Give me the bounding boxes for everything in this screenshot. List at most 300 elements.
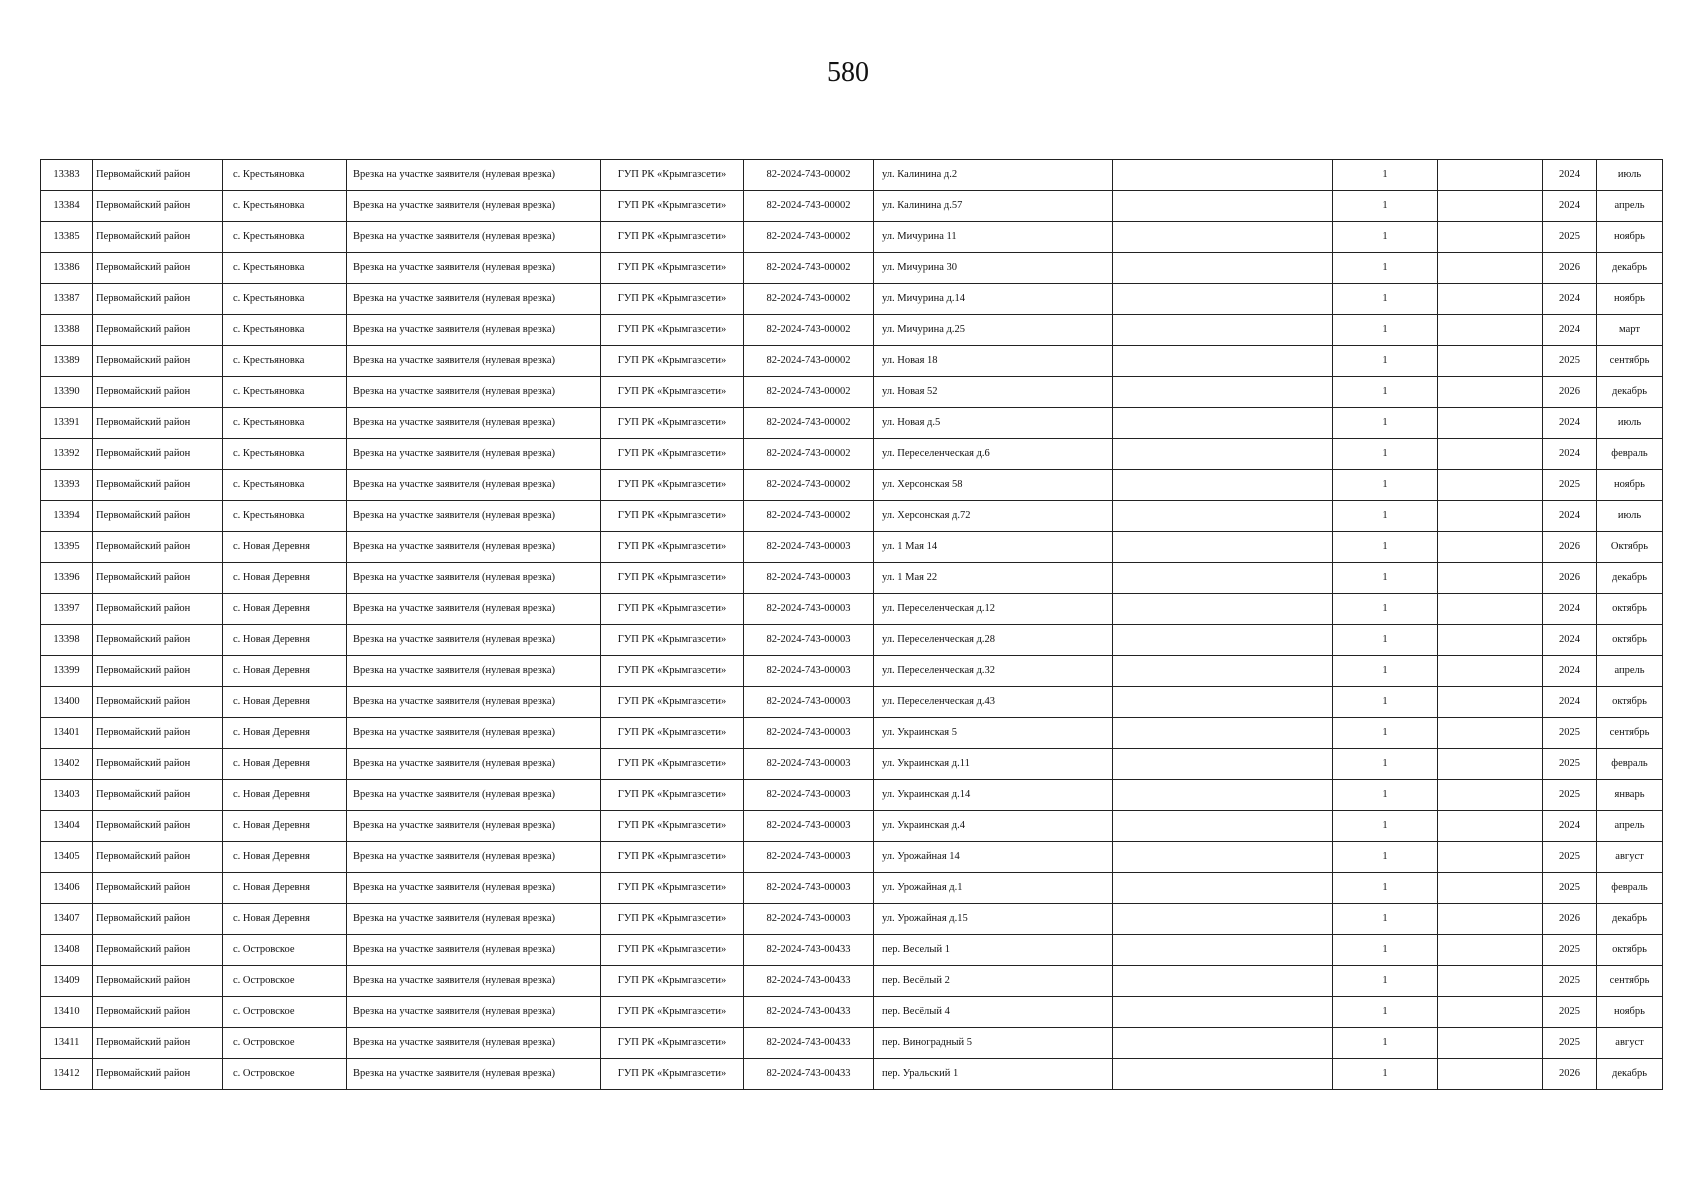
address-cell: ул. Переселенческая д.28 xyxy=(874,625,1113,656)
quantity-cell: 1 xyxy=(1333,315,1438,346)
quantity-cell: 1 xyxy=(1333,160,1438,191)
district-cell: Первомайский район xyxy=(93,811,223,842)
address-cell: ул. Мичурина 30 xyxy=(874,253,1113,284)
district-cell: Первомайский район xyxy=(93,377,223,408)
empty-cell xyxy=(1113,470,1333,501)
month-cell: декабрь xyxy=(1597,563,1663,594)
quantity-cell: 1 xyxy=(1333,501,1438,532)
project-code-cell: 82-2024-743-00002 xyxy=(744,377,874,408)
year-cell: 2026 xyxy=(1543,563,1597,594)
address-cell: ул. 1 Мая 14 xyxy=(874,532,1113,563)
year-cell: 2025 xyxy=(1543,1028,1597,1059)
empty-cell xyxy=(1438,253,1543,284)
month-cell: апрель xyxy=(1597,191,1663,222)
month-cell: ноябрь xyxy=(1597,222,1663,253)
settlement-cell: с. Новая Деревня xyxy=(223,780,347,811)
row-number: 13403 xyxy=(41,780,93,811)
project-code-cell: 82-2024-743-00003 xyxy=(744,718,874,749)
district-cell: Первомайский район xyxy=(93,873,223,904)
row-number: 13397 xyxy=(41,594,93,625)
quantity-cell: 1 xyxy=(1333,687,1438,718)
empty-cell xyxy=(1113,780,1333,811)
table-row xyxy=(41,439,1663,470)
month-cell: сентябрь xyxy=(1597,346,1663,377)
table-row xyxy=(41,1059,1663,1090)
row-number: 13391 xyxy=(41,408,93,439)
empty-cell xyxy=(1113,1059,1333,1090)
work-type-cell: Врезка на участке заявителя (нулевая врезка) xyxy=(347,284,601,315)
project-code-cell: 82-2024-743-00002 xyxy=(744,222,874,253)
address-cell: ул. Урожайная д.1 xyxy=(874,873,1113,904)
organization-cell: ГУП РК «Крымгазсети» xyxy=(601,935,744,966)
district-cell: Первомайский район xyxy=(93,501,223,532)
address-cell: ул. Мичурина д.25 xyxy=(874,315,1113,346)
empty-cell xyxy=(1438,935,1543,966)
empty-cell xyxy=(1438,408,1543,439)
organization-cell: ГУП РК «Крымгазсети» xyxy=(601,160,744,191)
settlement-cell: с. Островское xyxy=(223,1028,347,1059)
gas-connection-table xyxy=(40,159,1663,1090)
empty-cell xyxy=(1113,966,1333,997)
month-cell: октябрь xyxy=(1597,625,1663,656)
quantity-cell: 1 xyxy=(1333,842,1438,873)
month-cell: июль xyxy=(1597,408,1663,439)
project-code-cell: 82-2024-743-00003 xyxy=(744,749,874,780)
district-cell: Первомайский район xyxy=(93,284,223,315)
empty-cell xyxy=(1113,532,1333,563)
table-row xyxy=(41,315,1663,346)
project-code-cell: 82-2024-743-00003 xyxy=(744,811,874,842)
project-code-cell: 82-2024-743-00433 xyxy=(744,966,874,997)
row-number: 13392 xyxy=(41,439,93,470)
district-cell: Первомайский район xyxy=(93,532,223,563)
work-type-cell: Врезка на участке заявителя (нулевая врезка) xyxy=(347,656,601,687)
organization-cell: ГУП РК «Крымгазсети» xyxy=(601,625,744,656)
district-cell: Первомайский район xyxy=(93,966,223,997)
address-cell: ул. Херсонская д.72 xyxy=(874,501,1113,532)
month-cell: декабрь xyxy=(1597,1059,1663,1090)
row-number: 13400 xyxy=(41,687,93,718)
empty-cell xyxy=(1438,315,1543,346)
settlement-cell: с. Крестьяновка xyxy=(223,222,347,253)
year-cell: 2025 xyxy=(1543,222,1597,253)
organization-cell: ГУП РК «Крымгазсети» xyxy=(601,532,744,563)
address-cell: ул. Новая 18 xyxy=(874,346,1113,377)
organization-cell: ГУП РК «Крымгазсети» xyxy=(601,904,744,935)
month-cell: июль xyxy=(1597,160,1663,191)
month-cell: июль xyxy=(1597,501,1663,532)
month-cell: февраль xyxy=(1597,439,1663,470)
quantity-cell: 1 xyxy=(1333,191,1438,222)
month-cell: декабрь xyxy=(1597,904,1663,935)
project-code-cell: 82-2024-743-00003 xyxy=(744,780,874,811)
address-cell: пер. Весёлый 4 xyxy=(874,997,1113,1028)
row-number: 13385 xyxy=(41,222,93,253)
month-cell: ноябрь xyxy=(1597,284,1663,315)
year-cell: 2024 xyxy=(1543,501,1597,532)
month-cell: октябрь xyxy=(1597,687,1663,718)
year-cell: 2026 xyxy=(1543,904,1597,935)
project-code-cell: 82-2024-743-00433 xyxy=(744,1028,874,1059)
project-code-cell: 82-2024-743-00002 xyxy=(744,346,874,377)
quantity-cell: 1 xyxy=(1333,222,1438,253)
address-cell: ул. Мичурина д.14 xyxy=(874,284,1113,315)
table-body xyxy=(41,160,1663,1090)
month-cell: март xyxy=(1597,315,1663,346)
month-cell: ноябрь xyxy=(1597,470,1663,501)
year-cell: 2025 xyxy=(1543,842,1597,873)
project-code-cell: 82-2024-743-00003 xyxy=(744,532,874,563)
work-type-cell: Врезка на участке заявителя (нулевая врезка) xyxy=(347,1059,601,1090)
settlement-cell: с. Крестьяновка xyxy=(223,346,347,377)
settlement-cell: с. Новая Деревня xyxy=(223,625,347,656)
year-cell: 2024 xyxy=(1543,656,1597,687)
district-cell: Первомайский район xyxy=(93,563,223,594)
district-cell: Первомайский район xyxy=(93,997,223,1028)
organization-cell: ГУП РК «Крымгазсети» xyxy=(601,1028,744,1059)
table-row xyxy=(41,408,1663,439)
project-code-cell: 82-2024-743-00002 xyxy=(744,191,874,222)
settlement-cell: с. Крестьяновка xyxy=(223,253,347,284)
row-number: 13406 xyxy=(41,873,93,904)
table-row xyxy=(41,842,1663,873)
empty-cell xyxy=(1438,284,1543,315)
work-type-cell: Врезка на участке заявителя (нулевая врезка) xyxy=(347,935,601,966)
empty-cell xyxy=(1113,253,1333,284)
empty-cell xyxy=(1438,811,1543,842)
quantity-cell: 1 xyxy=(1333,594,1438,625)
project-code-cell: 82-2024-743-00002 xyxy=(744,253,874,284)
organization-cell: ГУП РК «Крымгазсети» xyxy=(601,873,744,904)
table-row xyxy=(41,1028,1663,1059)
work-type-cell: Врезка на участке заявителя (нулевая врезка) xyxy=(347,563,601,594)
organization-cell: ГУП РК «Крымгазсети» xyxy=(601,842,744,873)
table-row xyxy=(41,470,1663,501)
organization-cell: ГУП РК «Крымгазсети» xyxy=(601,1059,744,1090)
table-row xyxy=(41,346,1663,377)
empty-cell xyxy=(1113,1028,1333,1059)
quantity-cell: 1 xyxy=(1333,718,1438,749)
address-cell: ул. Украинская д.4 xyxy=(874,811,1113,842)
work-type-cell: Врезка на участке заявителя (нулевая врезка) xyxy=(347,315,601,346)
table-row xyxy=(41,997,1663,1028)
empty-cell xyxy=(1113,873,1333,904)
district-cell: Первомайский район xyxy=(93,222,223,253)
district-cell: Первомайский район xyxy=(93,780,223,811)
year-cell: 2025 xyxy=(1543,966,1597,997)
district-cell: Первомайский район xyxy=(93,718,223,749)
settlement-cell: с. Крестьяновка xyxy=(223,284,347,315)
organization-cell: ГУП РК «Крымгазсети» xyxy=(601,780,744,811)
year-cell: 2026 xyxy=(1543,377,1597,408)
empty-cell xyxy=(1113,842,1333,873)
row-number: 13404 xyxy=(41,811,93,842)
organization-cell: ГУП РК «Крымгазсети» xyxy=(601,656,744,687)
empty-cell xyxy=(1113,377,1333,408)
organization-cell: ГУП РК «Крымгазсети» xyxy=(601,563,744,594)
table-row xyxy=(41,563,1663,594)
organization-cell: ГУП РК «Крымгазсети» xyxy=(601,377,744,408)
table-row xyxy=(41,718,1663,749)
year-cell: 2025 xyxy=(1543,780,1597,811)
year-cell: 2024 xyxy=(1543,687,1597,718)
empty-cell xyxy=(1438,563,1543,594)
table-row xyxy=(41,222,1663,253)
settlement-cell: с. Островское xyxy=(223,935,347,966)
quantity-cell: 1 xyxy=(1333,966,1438,997)
month-cell: декабрь xyxy=(1597,377,1663,408)
project-code-cell: 82-2024-743-00003 xyxy=(744,625,874,656)
empty-cell xyxy=(1113,160,1333,191)
table-row xyxy=(41,532,1663,563)
work-type-cell: Врезка на участке заявителя (нулевая врезка) xyxy=(347,160,601,191)
organization-cell: ГУП РК «Крымгазсети» xyxy=(601,408,744,439)
year-cell: 2026 xyxy=(1543,532,1597,563)
project-code-cell: 82-2024-743-00002 xyxy=(744,501,874,532)
organization-cell: ГУП РК «Крымгазсети» xyxy=(601,997,744,1028)
district-cell: Первомайский район xyxy=(93,470,223,501)
table-row xyxy=(41,501,1663,532)
empty-cell xyxy=(1113,563,1333,594)
work-type-cell: Врезка на участке заявителя (нулевая врезка) xyxy=(347,997,601,1028)
project-code-cell: 82-2024-743-00003 xyxy=(744,842,874,873)
year-cell: 2024 xyxy=(1543,160,1597,191)
year-cell: 2024 xyxy=(1543,439,1597,470)
quantity-cell: 1 xyxy=(1333,346,1438,377)
empty-cell xyxy=(1113,439,1333,470)
row-number: 13386 xyxy=(41,253,93,284)
address-cell: ул. Новая 52 xyxy=(874,377,1113,408)
work-type-cell: Врезка на участке заявителя (нулевая врезка) xyxy=(347,470,601,501)
empty-cell xyxy=(1438,532,1543,563)
district-cell: Первомайский район xyxy=(93,935,223,966)
year-cell: 2024 xyxy=(1543,284,1597,315)
month-cell: август xyxy=(1597,842,1663,873)
project-code-cell: 82-2024-743-00002 xyxy=(744,160,874,191)
year-cell: 2025 xyxy=(1543,873,1597,904)
empty-cell xyxy=(1113,997,1333,1028)
work-type-cell: Врезка на участке заявителя (нулевая врезка) xyxy=(347,532,601,563)
row-number: 13390 xyxy=(41,377,93,408)
work-type-cell: Врезка на участке заявителя (нулевая врезка) xyxy=(347,687,601,718)
organization-cell: ГУП РК «Крымгазсети» xyxy=(601,718,744,749)
month-cell: декабрь xyxy=(1597,253,1663,284)
district-cell: Первомайский район xyxy=(93,346,223,377)
quantity-cell: 1 xyxy=(1333,377,1438,408)
empty-cell xyxy=(1438,1028,1543,1059)
quantity-cell: 1 xyxy=(1333,935,1438,966)
table-row xyxy=(41,935,1663,966)
row-number: 13395 xyxy=(41,532,93,563)
table-row xyxy=(41,811,1663,842)
table-row xyxy=(41,966,1663,997)
empty-cell xyxy=(1113,315,1333,346)
settlement-cell: с. Новая Деревня xyxy=(223,718,347,749)
work-type-cell: Врезка на участке заявителя (нулевая врезка) xyxy=(347,377,601,408)
district-cell: Первомайский район xyxy=(93,687,223,718)
organization-cell: ГУП РК «Крымгазсети» xyxy=(601,315,744,346)
address-cell: ул. Урожайная 14 xyxy=(874,842,1113,873)
district-cell: Первомайский район xyxy=(93,656,223,687)
work-type-cell: Врезка на участке заявителя (нулевая врезка) xyxy=(347,408,601,439)
row-number: 13412 xyxy=(41,1059,93,1090)
empty-cell xyxy=(1113,904,1333,935)
district-cell: Первомайский район xyxy=(93,1028,223,1059)
table-row xyxy=(41,377,1663,408)
project-code-cell: 82-2024-743-00002 xyxy=(744,284,874,315)
empty-cell xyxy=(1438,1059,1543,1090)
organization-cell: ГУП РК «Крымгазсети» xyxy=(601,749,744,780)
table-row xyxy=(41,160,1663,191)
work-type-cell: Врезка на участке заявителя (нулевая врезка) xyxy=(347,594,601,625)
work-type-cell: Врезка на участке заявителя (нулевая врезка) xyxy=(347,346,601,377)
organization-cell: ГУП РК «Крымгазсети» xyxy=(601,501,744,532)
work-type-cell: Врезка на участке заявителя (нулевая врезка) xyxy=(347,749,601,780)
work-type-cell: Врезка на участке заявителя (нулевая врезка) xyxy=(347,1028,601,1059)
empty-cell xyxy=(1438,687,1543,718)
project-code-cell: 82-2024-743-00003 xyxy=(744,656,874,687)
quantity-cell: 1 xyxy=(1333,780,1438,811)
table-row xyxy=(41,594,1663,625)
project-code-cell: 82-2024-743-00002 xyxy=(744,408,874,439)
settlement-cell: с. Новая Деревня xyxy=(223,749,347,780)
organization-cell: ГУП РК «Крымгазсети» xyxy=(601,439,744,470)
settlement-cell: с. Крестьяновка xyxy=(223,191,347,222)
address-cell: ул. Мичурина 11 xyxy=(874,222,1113,253)
address-cell: ул. Переселенческая д.32 xyxy=(874,656,1113,687)
empty-cell xyxy=(1438,470,1543,501)
settlement-cell: с. Крестьяновка xyxy=(223,470,347,501)
settlement-cell: с. Островское xyxy=(223,997,347,1028)
row-number: 13388 xyxy=(41,315,93,346)
year-cell: 2025 xyxy=(1543,718,1597,749)
district-cell: Первомайский район xyxy=(93,253,223,284)
table-row xyxy=(41,749,1663,780)
organization-cell: ГУП РК «Крымгазсети» xyxy=(601,253,744,284)
quantity-cell: 1 xyxy=(1333,1028,1438,1059)
address-cell: ул. 1 Мая 22 xyxy=(874,563,1113,594)
year-cell: 2026 xyxy=(1543,1059,1597,1090)
settlement-cell: с. Новая Деревня xyxy=(223,904,347,935)
row-number: 13405 xyxy=(41,842,93,873)
empty-cell xyxy=(1438,656,1543,687)
row-number: 13383 xyxy=(41,160,93,191)
organization-cell: ГУП РК «Крымгазсети» xyxy=(601,811,744,842)
empty-cell xyxy=(1438,997,1543,1028)
month-cell: август xyxy=(1597,1028,1663,1059)
district-cell: Первомайский район xyxy=(93,439,223,470)
address-cell: пер. Веселый 1 xyxy=(874,935,1113,966)
work-type-cell: Врезка на участке заявителя (нулевая врезка) xyxy=(347,253,601,284)
empty-cell xyxy=(1113,811,1333,842)
settlement-cell: с. Островское xyxy=(223,966,347,997)
organization-cell: ГУП РК «Крымгазсети» xyxy=(601,966,744,997)
settlement-cell: с. Крестьяновка xyxy=(223,377,347,408)
address-cell: ул. Калинина д.2 xyxy=(874,160,1113,191)
month-cell: сентябрь xyxy=(1597,966,1663,997)
quantity-cell: 1 xyxy=(1333,997,1438,1028)
settlement-cell: с. Островское xyxy=(223,1059,347,1090)
address-cell: ул. Переселенческая д.43 xyxy=(874,687,1113,718)
quantity-cell: 1 xyxy=(1333,1059,1438,1090)
row-number: 13401 xyxy=(41,718,93,749)
work-type-cell: Врезка на участке заявителя (нулевая врезка) xyxy=(347,873,601,904)
month-cell: октябрь xyxy=(1597,594,1663,625)
empty-cell xyxy=(1113,501,1333,532)
page-number: 580 xyxy=(827,57,869,88)
table-row xyxy=(41,253,1663,284)
month-cell: Октябрь xyxy=(1597,532,1663,563)
empty-cell xyxy=(1438,346,1543,377)
year-cell: 2025 xyxy=(1543,935,1597,966)
address-cell: ул. Калинина д.57 xyxy=(874,191,1113,222)
district-cell: Первомайский район xyxy=(93,842,223,873)
work-type-cell: Врезка на участке заявителя (нулевая врезка) xyxy=(347,222,601,253)
settlement-cell: с. Новая Деревня xyxy=(223,563,347,594)
row-number: 13409 xyxy=(41,966,93,997)
row-number: 13393 xyxy=(41,470,93,501)
address-cell: ул. Украинская 5 xyxy=(874,718,1113,749)
district-cell: Первомайский район xyxy=(93,904,223,935)
address-cell: пер. Виноградный 5 xyxy=(874,1028,1113,1059)
district-cell: Первомайский район xyxy=(93,408,223,439)
address-cell: ул. Херсонская 58 xyxy=(874,470,1113,501)
quantity-cell: 1 xyxy=(1333,470,1438,501)
empty-cell xyxy=(1438,501,1543,532)
work-type-cell: Врезка на участке заявителя (нулевая врезка) xyxy=(347,625,601,656)
table-row xyxy=(41,625,1663,656)
table-row xyxy=(41,873,1663,904)
table-row xyxy=(41,904,1663,935)
settlement-cell: с. Новая Деревня xyxy=(223,532,347,563)
address-cell: ул. Переселенческая д.6 xyxy=(874,439,1113,470)
row-number: 13411 xyxy=(41,1028,93,1059)
settlement-cell: с. Крестьяновка xyxy=(223,315,347,346)
empty-cell xyxy=(1438,439,1543,470)
district-cell: Первомайский район xyxy=(93,594,223,625)
project-code-cell: 82-2024-743-00002 xyxy=(744,439,874,470)
row-number: 13407 xyxy=(41,904,93,935)
project-code-cell: 82-2024-743-00003 xyxy=(744,563,874,594)
organization-cell: ГУП РК «Крымгазсети» xyxy=(601,346,744,377)
row-number: 13410 xyxy=(41,997,93,1028)
row-number: 13402 xyxy=(41,749,93,780)
project-code-cell: 82-2024-743-00003 xyxy=(744,594,874,625)
project-code-cell: 82-2024-743-00433 xyxy=(744,935,874,966)
quantity-cell: 1 xyxy=(1333,439,1438,470)
organization-cell: ГУП РК «Крымгазсети» xyxy=(601,470,744,501)
quantity-cell: 1 xyxy=(1333,904,1438,935)
year-cell: 2026 xyxy=(1543,253,1597,284)
year-cell: 2024 xyxy=(1543,315,1597,346)
settlement-cell: с. Новая Деревня xyxy=(223,811,347,842)
empty-cell xyxy=(1113,656,1333,687)
table-row xyxy=(41,191,1663,222)
settlement-cell: с. Новая Деревня xyxy=(223,594,347,625)
empty-cell xyxy=(1113,222,1333,253)
row-number: 13398 xyxy=(41,625,93,656)
project-code-cell: 82-2024-743-00433 xyxy=(744,997,874,1028)
empty-cell xyxy=(1438,222,1543,253)
settlement-cell: с. Новая Деревня xyxy=(223,656,347,687)
address-cell: ул. Украинская д.11 xyxy=(874,749,1113,780)
row-number: 13387 xyxy=(41,284,93,315)
quantity-cell: 1 xyxy=(1333,284,1438,315)
address-cell: ул. Новая д.5 xyxy=(874,408,1113,439)
settlement-cell: с. Крестьяновка xyxy=(223,408,347,439)
work-type-cell: Врезка на участке заявителя (нулевая врезка) xyxy=(347,439,601,470)
work-type-cell: Врезка на участке заявителя (нулевая врезка) xyxy=(347,842,601,873)
